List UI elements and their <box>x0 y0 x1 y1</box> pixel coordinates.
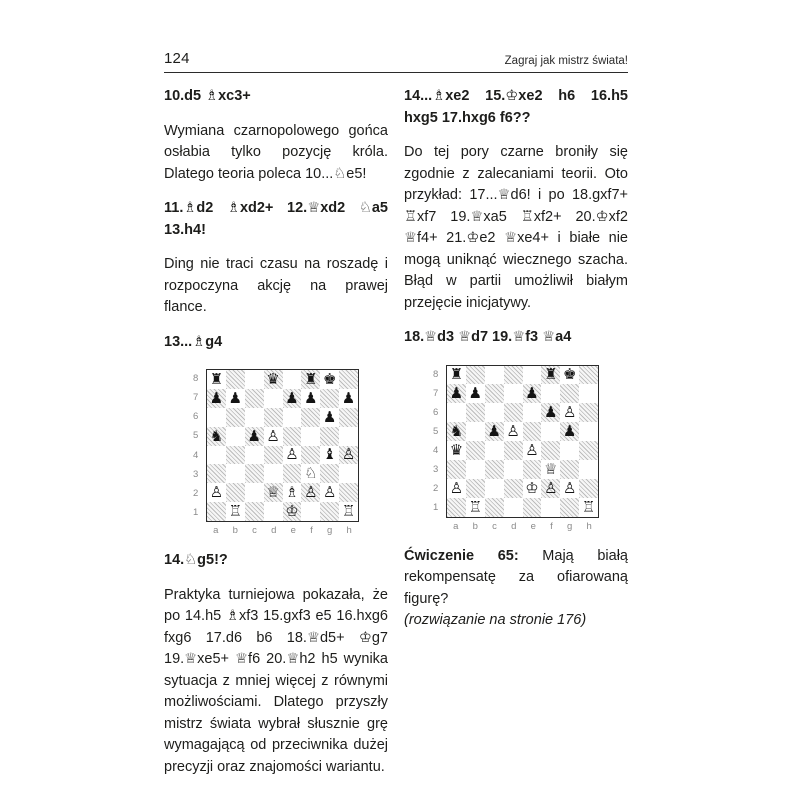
empty-square <box>504 498 523 517</box>
empty-square <box>523 460 542 479</box>
rank-labels: 8 7 6 5 4 3 2 1 <box>433 368 439 514</box>
empty-square <box>320 464 339 483</box>
commentary-paragraph: Praktyka turniejowa pokazała, że po 14.h5 ♗xf3 15.gxf3 e5 16.hxg6 fxg6 17.d6 b6 18.♕d5+ ♔g7 19.♕xe5+ ♕f6 20.♕h2 h5 wynika sytuacja z mniej więcej z równymi możliwościami. Dlatego przyszły mistrz świata wybrał słusznie grę wymagającą od przeciwnika dużej precyzji oraz znajomości wariantu. <box>164 586 388 775</box>
chess-piece-square: ♙ <box>525 441 539 459</box>
chess-piece-square: ♟ <box>245 427 264 446</box>
exercise-question: Mają białą rekompensatę za ofiarowaną figurę? <box>404 547 628 607</box>
empty-square <box>301 502 320 521</box>
empty-square <box>226 427 245 446</box>
empty-square <box>245 389 264 408</box>
empty-square <box>207 408 226 427</box>
chess-piece-square: ♙ <box>209 483 224 502</box>
chess-board <box>446 365 599 518</box>
empty-square <box>283 408 302 427</box>
chess-piece-square: ♟ <box>447 384 466 403</box>
empty-square <box>504 366 523 385</box>
left-column <box>164 79 388 791</box>
empty-square <box>541 384 560 403</box>
empty-square <box>579 366 598 385</box>
empty-square <box>504 403 523 422</box>
chess-piece-square: ♟ <box>283 389 302 408</box>
empty-square <box>320 427 339 446</box>
empty-square <box>579 384 598 403</box>
chess-piece-square: ♚ <box>562 365 577 384</box>
empty-square <box>301 446 320 465</box>
empty-square <box>579 460 598 479</box>
chess-piece-square: ♟ <box>228 388 243 407</box>
chess-piece-square: ♔ <box>525 478 539 497</box>
chess-piece-square: ♙ <box>562 478 577 497</box>
empty-square <box>245 483 264 502</box>
empty-square <box>485 384 504 403</box>
empty-square <box>283 464 302 483</box>
empty-square <box>245 464 264 483</box>
page-number: 124 <box>164 50 190 67</box>
empty-square <box>226 370 245 389</box>
chess-piece-square: ♙ <box>449 478 464 497</box>
empty-square <box>466 460 485 479</box>
chess-piece-square: ♙ <box>562 403 577 422</box>
empty-square <box>320 389 339 408</box>
chess-piece-square: ♟ <box>207 389 226 408</box>
empty-square <box>226 464 245 483</box>
empty-square <box>447 403 466 422</box>
empty-square <box>485 479 504 498</box>
empty-square <box>541 422 560 441</box>
empty-square <box>245 502 264 521</box>
empty-square <box>264 408 283 427</box>
chess-piece-square: ♖ <box>468 497 483 516</box>
chess-board <box>206 369 359 522</box>
chess-diagram-1 <box>193 369 359 536</box>
right-column <box>404 79 628 791</box>
chess-piece-square: ♟ <box>304 388 318 407</box>
empty-square <box>339 483 358 502</box>
empty-square <box>485 441 504 460</box>
empty-square <box>504 460 523 479</box>
empty-square <box>283 427 302 446</box>
chess-piece-square: ♛ <box>449 441 464 459</box>
empty-square <box>579 403 598 422</box>
empty-square <box>485 366 504 385</box>
empty-square <box>560 384 579 403</box>
empty-square <box>245 446 264 465</box>
empty-square <box>504 384 523 403</box>
move-line: 10.d5 ♗xc3+ <box>164 88 251 104</box>
empty-square <box>245 408 264 427</box>
commentary-paragraph: Wymiana czarnopolowego gońca osłabia tylko pozycję króla. Dlatego teoria poleca 10...♘e5! <box>164 122 388 182</box>
empty-square <box>579 422 598 441</box>
rank-labels: 8 7 6 5 4 3 2 1 <box>193 373 199 518</box>
empty-square <box>264 446 283 465</box>
chess-piece-square: ♖ <box>341 502 356 521</box>
chess-piece-square: ♙ <box>266 426 280 445</box>
chess-piece-square: ♟ <box>523 384 542 403</box>
move-line: 14...♗xe2 15.♔xe2 h6 16.h5 hxg5 17.hxg6 f6?? <box>404 88 628 126</box>
chess-piece-square: ♟ <box>541 403 560 422</box>
two-column-layout <box>164 79 628 791</box>
empty-square <box>264 464 283 483</box>
move-line: 11.♗d2 ♗xd2+ 12.♕xd2 ♘a5 13.h4! <box>164 200 388 238</box>
chess-piece-square: ♖ <box>581 497 596 516</box>
empty-square <box>579 479 598 498</box>
empty-square <box>466 479 485 498</box>
exercise-solution-note: (rozwiązanie na stronie 176) <box>404 612 587 628</box>
empty-square <box>541 441 560 460</box>
chess-piece-square: ♝ <box>322 445 337 464</box>
chess-piece-square: ♟ <box>485 422 504 441</box>
empty-square <box>447 460 466 479</box>
empty-square <box>560 498 579 517</box>
chess-piece-square: ♕ <box>264 483 283 502</box>
chess-piece-square: ♙ <box>541 479 560 498</box>
file-labels: a b c d e f g h <box>453 520 592 532</box>
chess-piece-square: ♘ <box>304 464 318 483</box>
exercise-label: Ćwiczenie 65: <box>404 547 519 564</box>
empty-square <box>301 427 320 446</box>
empty-square <box>339 370 358 389</box>
chess-diagram-2 <box>433 365 599 532</box>
empty-square <box>466 441 485 460</box>
empty-square <box>466 422 485 441</box>
move-line: 18.♕d3 ♕d7 19.♕f3 ♕a4 <box>404 329 572 345</box>
empty-square <box>560 441 579 460</box>
commentary-paragraph: Ding nie traci czasu na roszadę i rozpoczyna akcję na prawej flance. <box>164 256 388 315</box>
chess-piece-square: ♔ <box>283 502 302 521</box>
empty-square <box>523 366 542 385</box>
chess-piece-square: ♕ <box>544 459 558 478</box>
chess-piece-square: ♜ <box>449 365 464 384</box>
empty-square <box>485 498 504 517</box>
empty-square <box>207 464 226 483</box>
chess-piece-square: ♜ <box>541 366 560 385</box>
chess-piece-square: ♙ <box>322 483 337 502</box>
chess-piece-square: ♙ <box>285 445 299 464</box>
move-line: 14.♘g5!? <box>164 552 228 568</box>
chess-piece-square: ♙ <box>506 422 520 441</box>
chess-piece-square: ♙ <box>339 446 358 465</box>
chess-piece-square: ♟ <box>560 422 579 441</box>
empty-square <box>226 483 245 502</box>
chess-piece-square: ♚ <box>322 370 337 388</box>
empty-square <box>339 408 358 427</box>
empty-square <box>226 408 245 427</box>
empty-square <box>207 502 226 521</box>
empty-square <box>207 446 226 465</box>
empty-square <box>485 460 504 479</box>
page-content <box>164 50 628 791</box>
empty-square <box>504 479 523 498</box>
empty-square <box>301 408 320 427</box>
empty-square <box>339 427 358 446</box>
chess-piece-square: ♛ <box>264 370 283 389</box>
chess-piece-square: ♟ <box>468 384 483 403</box>
empty-square <box>226 446 245 465</box>
chess-piece-square: ♖ <box>228 502 243 521</box>
chess-piece-square: ♟ <box>322 407 337 426</box>
move-line: 13...♗g4 <box>164 333 223 350</box>
file-labels: a b c d e f g h <box>213 525 352 536</box>
empty-square <box>264 389 283 408</box>
empty-square <box>245 370 264 389</box>
empty-square <box>283 370 302 389</box>
empty-square <box>579 441 598 460</box>
chess-piece-square: ♞ <box>447 422 466 441</box>
empty-square <box>447 498 466 517</box>
running-title: Zagraj jak mistrz świata! <box>504 55 628 67</box>
empty-square <box>466 403 485 422</box>
empty-square <box>320 502 339 521</box>
empty-square <box>485 403 504 422</box>
exercise-paragraph <box>404 546 628 632</box>
chess-piece-square: ♟ <box>341 388 356 407</box>
chess-piece-square: ♜ <box>301 370 320 389</box>
page-header <box>164 50 628 73</box>
chess-piece-square: ♗ <box>285 483 299 502</box>
empty-square <box>523 422 542 441</box>
chess-piece-square: ♞ <box>207 427 226 446</box>
chess-piece-square: ♙ <box>301 483 320 502</box>
empty-square <box>560 460 579 479</box>
empty-square <box>264 502 283 521</box>
empty-square <box>541 498 560 517</box>
commentary-paragraph: Do tej pory czarne broniły się zgodnie z zalecaniami teorii. Oto przykład: 17...♕d6! i po 18.gxf7+ ♖xf7 19.♕xa5 ♖xf2+ 20.♔xf2 ♕f4+ 21.♔e2 ♕xe4+ i białe nie mogą uniknąć wiecznego szacha. Błąd w partii umożliwił białym przejęcie inicjatywy. <box>404 144 628 311</box>
empty-square <box>466 366 485 385</box>
empty-square <box>523 403 542 422</box>
empty-square <box>339 464 358 483</box>
empty-square <box>504 441 523 460</box>
chess-piece-square: ♜ <box>209 370 224 388</box>
empty-square <box>523 498 542 517</box>
